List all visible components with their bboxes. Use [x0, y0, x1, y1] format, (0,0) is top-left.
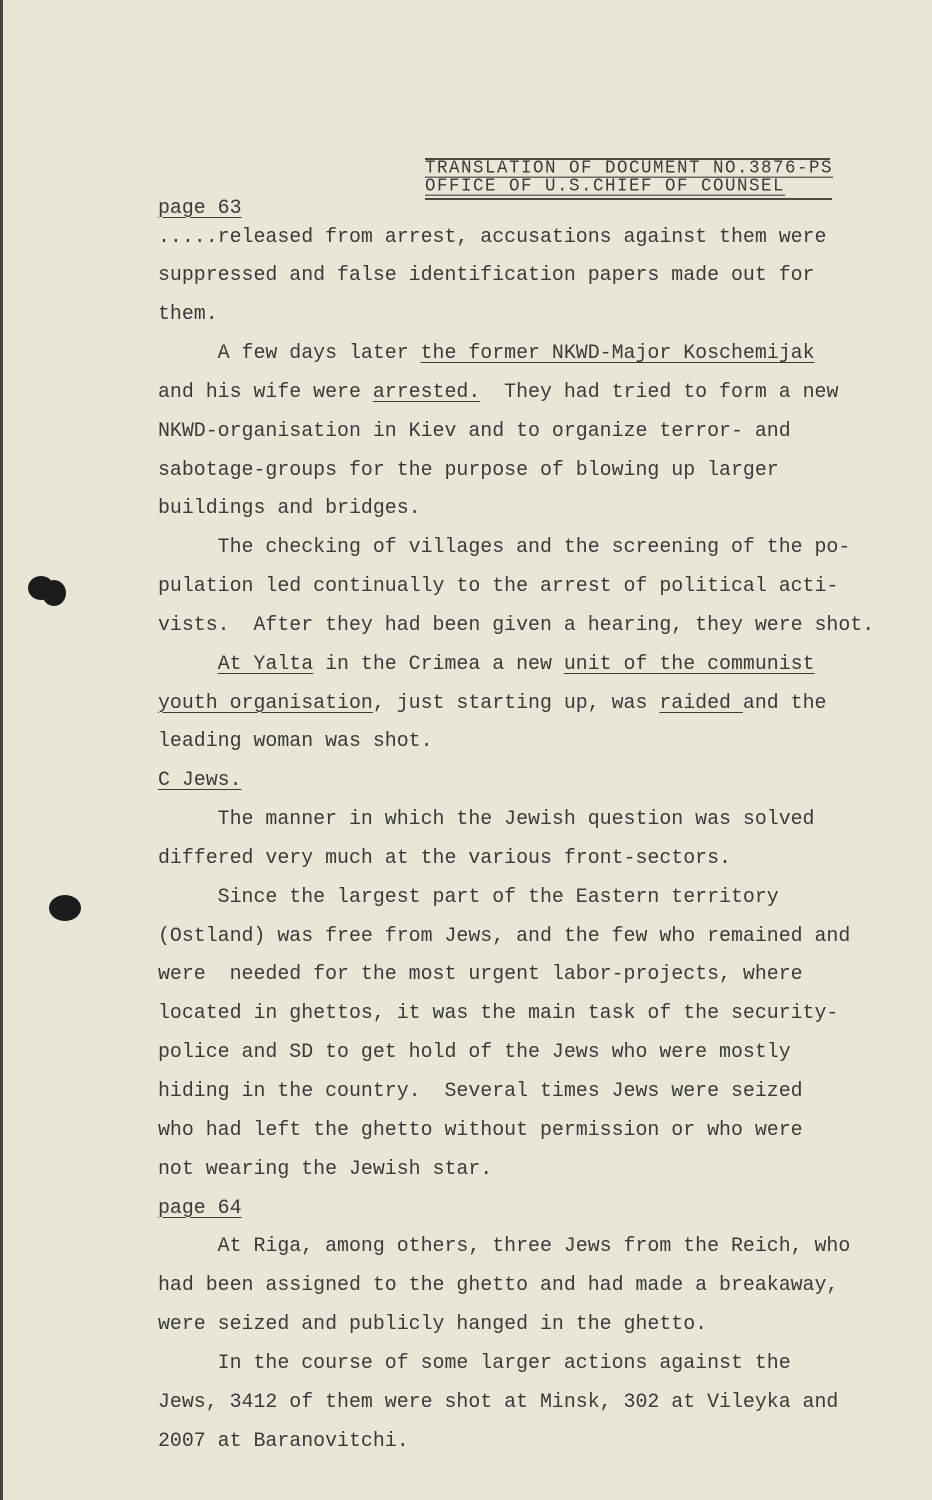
- text-line: [158, 294, 218, 333]
- text-segment: Since the largest part of the Eastern territory: [158, 884, 779, 908]
- text-line: [158, 877, 779, 916]
- underlined-text: C Jews.: [158, 768, 242, 792]
- text-line: [158, 605, 874, 644]
- text-segment: differed very much at the various front-sectors.: [158, 845, 731, 869]
- text-segment: them.: [158, 302, 218, 326]
- header-bottom-rule: [425, 198, 832, 200]
- text-line: [158, 217, 826, 256]
- text-segment: Jews, 3412 of them were shot at Minsk, 302 at Vileyka and: [158, 1389, 839, 1413]
- text-segment: They had tried to form a new: [480, 379, 839, 403]
- text-segment: vists. After they had been given a hearing, they were shot.: [158, 612, 875, 636]
- underlined-text: arrested.: [372, 379, 481, 403]
- text-segment: 2007 at Baranovitchi.: [158, 1428, 409, 1452]
- office-title: OFFICE OF U.S.CHIEF OF COUNSEL: [425, 175, 786, 197]
- text-line: [158, 916, 850, 955]
- underlined-text: At Yalta: [217, 651, 314, 675]
- text-segment: were needed for the most urgent labor-projects, where: [158, 962, 803, 986]
- text-segment: police and SD to get hold of the Jews who were mostly: [158, 1040, 791, 1064]
- text-line: [158, 566, 838, 605]
- text-line: [158, 333, 815, 372]
- text-line: [158, 411, 791, 450]
- text-segment: .....released from arrest, accusations against them were: [158, 224, 827, 248]
- text-segment: not wearing the Jewish star.: [158, 1156, 493, 1180]
- text-segment: (Ostland) was free from Jews, and the few who remained and: [158, 923, 851, 947]
- underlined-text: raided: [659, 690, 743, 714]
- underlined-text: unit of the communist: [563, 651, 815, 675]
- text-line: [158, 799, 815, 838]
- text-line: [158, 1110, 803, 1149]
- document-title: TRANSLATION OF DOCUMENT NO.3876-PS: [425, 157, 834, 179]
- text-line: [158, 954, 803, 993]
- page-edge: [0, 0, 3, 1500]
- text-segment: A few days later: [158, 341, 421, 365]
- text-line: [158, 488, 421, 527]
- text-segment: buildings and bridges.: [158, 496, 421, 520]
- text-line: [158, 683, 826, 722]
- text-segment: had been assigned to the ghetto and had made a breakaway,: [158, 1273, 839, 1297]
- text-segment: located in ghettos, it was the main task of the security-: [158, 1001, 839, 1025]
- text-line: [158, 1304, 707, 1343]
- text-line: [158, 1343, 791, 1382]
- text-segment: suppressed and false identification papers made out for: [158, 263, 815, 287]
- text-segment: , just starting up, was: [372, 690, 660, 714]
- section-heading: [158, 760, 242, 799]
- punch-hole-mark: [49, 895, 81, 921]
- text-segment: who had left the ghetto without permission or who were: [158, 1117, 803, 1141]
- text-segment: and his wife were: [158, 379, 373, 403]
- underlined-text: youth organisation: [158, 690, 373, 714]
- text-line: [158, 1071, 803, 1110]
- text-segment: The checking of villages and the screening of the po-: [158, 535, 851, 559]
- text-line: [158, 1149, 492, 1188]
- text-line: [158, 1421, 409, 1460]
- text-line: [158, 838, 731, 877]
- text-segment: At Riga, among others, three Jews from the Reich, who: [158, 1234, 851, 1258]
- text-segment: pulation led continually to the arrest of political acti-: [158, 574, 839, 598]
- text-segment: [158, 652, 218, 675]
- page-number-marker: [158, 1188, 242, 1227]
- text-segment: sabotage-groups for the purpose of blowing up larger: [158, 457, 779, 481]
- text-line: [158, 1032, 791, 1071]
- text-line: [158, 644, 815, 683]
- underlined-text: page 63: [158, 195, 242, 219]
- underlined-text: page 64: [158, 1195, 242, 1219]
- text-line: [158, 255, 815, 294]
- underlined-text: the former NKWD-Major Koschemijak: [420, 341, 815, 365]
- text-line: [158, 1382, 838, 1421]
- text-segment: hiding in the country. Several times Jews were seized: [158, 1078, 803, 1102]
- text-segment: and the: [742, 690, 827, 714]
- text-segment: In the course of some larger actions against the: [158, 1350, 791, 1374]
- punch-hole-mark: [42, 580, 66, 606]
- text-line: [158, 1265, 838, 1304]
- text-segment: NKWD-organisation in Kiev and to organize terror- and: [158, 418, 791, 442]
- text-line: [158, 993, 838, 1032]
- text-segment: The manner in which the Jewish question was solved: [158, 807, 815, 831]
- text-segment: in the Crimea a new: [313, 651, 564, 675]
- text-line: [158, 450, 779, 489]
- text-segment: were seized and publicly hanged in the ghetto.: [158, 1312, 708, 1336]
- text-line: [158, 721, 433, 760]
- text-line: [158, 527, 850, 566]
- text-line: [158, 372, 838, 411]
- text-line: [158, 1226, 850, 1265]
- text-segment: leading woman was shot.: [158, 729, 433, 753]
